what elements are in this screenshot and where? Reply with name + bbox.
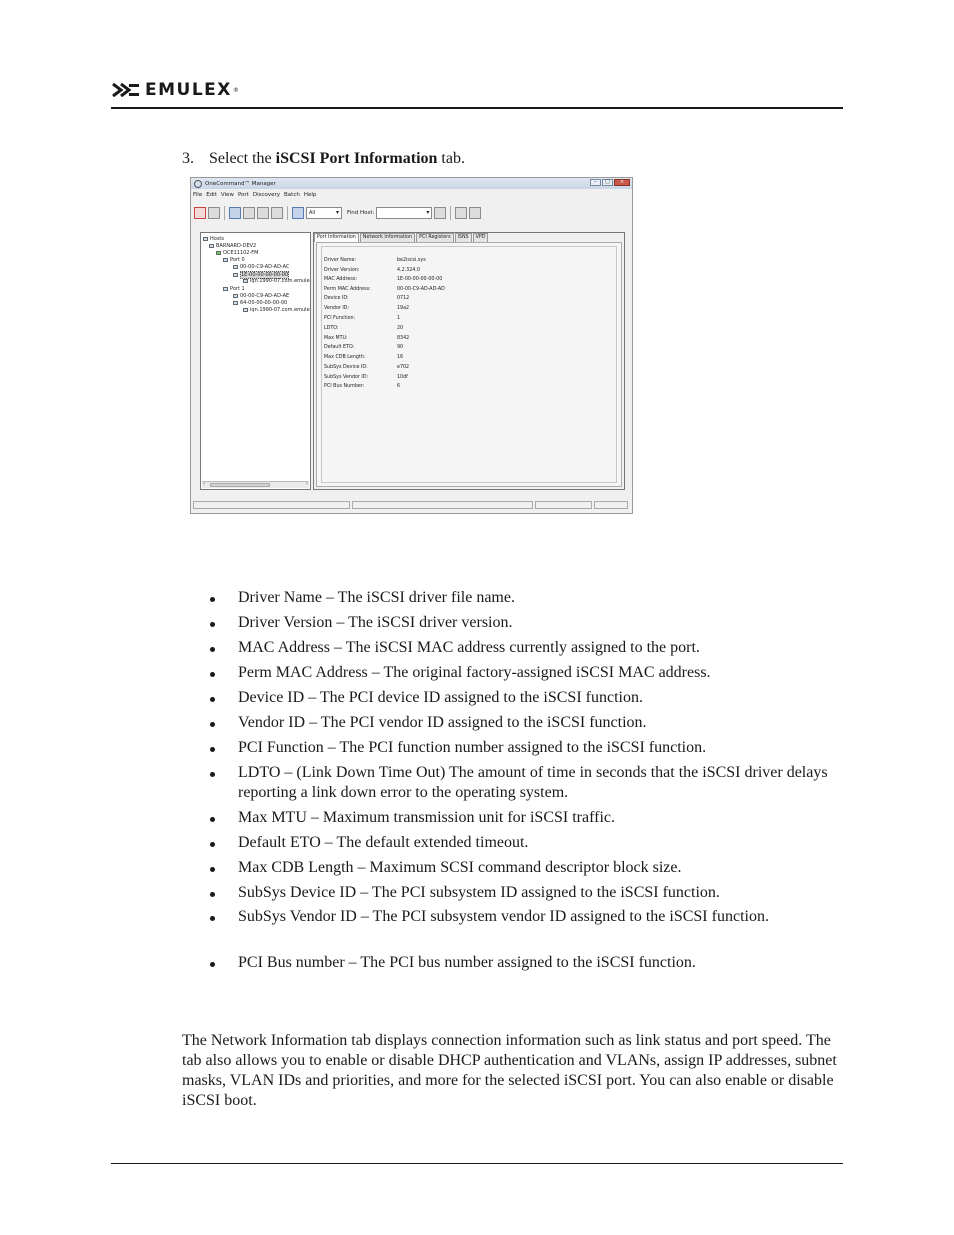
filter-select[interactable]: All ▾	[306, 207, 342, 219]
refresh-icon[interactable]	[194, 207, 206, 219]
tree-item-nic-function[interactable]: 00-00-C9-AD-AD-AC	[233, 264, 289, 270]
header-rule	[111, 107, 843, 109]
bullet-dot	[210, 697, 215, 702]
status-bar	[193, 501, 630, 511]
tree-item-target[interactable]: iqn.1990-07.com.emule	[243, 307, 310, 313]
filter-icon[interactable]	[292, 207, 304, 219]
host-tree-panel	[200, 232, 311, 490]
list-item: PCI Bus number – The PCI bus number assigned to the iSCSI function.	[238, 953, 838, 973]
scroll-left-icon: ‹	[203, 481, 205, 487]
list-item: Device ID – The PCI device ID assigned to the iSCSI function.	[238, 688, 838, 708]
tree-item-nic-function[interactable]: 00-00-C9-AD-AD-AE	[233, 293, 289, 299]
bullet-dot	[210, 842, 215, 847]
bullet-dot	[210, 867, 215, 872]
bullet-dot	[210, 722, 215, 727]
details-tabs	[314, 233, 489, 242]
menu-batch[interactable]: Batch	[284, 191, 300, 198]
vport-view-icon[interactable]	[257, 207, 269, 219]
brand-trademark: ®	[232, 86, 239, 94]
window-title: OneCommand™ Manager	[205, 180, 276, 187]
bullet-dot	[210, 647, 215, 652]
tab-vpd[interactable]: VPD	[473, 233, 489, 242]
tab-isns[interactable]: iSNS	[455, 233, 472, 242]
host-view-icon[interactable]	[229, 207, 241, 219]
bullet-dot	[210, 672, 215, 677]
status-cell	[193, 501, 350, 509]
tree-item-port0[interactable]: Port 0	[223, 257, 245, 263]
menu-view[interactable]: View	[220, 191, 234, 198]
step-text-before: Select the	[209, 150, 272, 167]
tree-item-iscsi-selected[interactable]: 1E-00-00-00-00-00	[233, 271, 289, 279]
tab-network-information[interactable]: Network Information	[360, 233, 415, 242]
step-instruction	[182, 149, 465, 169]
scroll-thumb	[210, 483, 270, 487]
toolbar-separator	[450, 206, 451, 220]
bullet-dot	[210, 747, 215, 752]
local-hba-icon[interactable]	[271, 207, 283, 219]
tree-item-port1[interactable]: Port 1	[223, 286, 245, 292]
find-host-input[interactable]	[376, 207, 432, 219]
tree-horizontal-scrollbar[interactable]	[202, 481, 309, 488]
toolbar-separator	[287, 206, 288, 220]
tree-item-hosts[interactable]: Hosts	[203, 236, 224, 242]
status-cell	[352, 501, 533, 509]
close-icon[interactable]: ×	[614, 179, 630, 186]
bullet-dot	[210, 622, 215, 627]
menu-file[interactable]: File	[193, 191, 203, 198]
list-item: Max CDB Length – Maximum SCSI command descriptor block size.	[238, 858, 838, 878]
scroll-right-icon: ›	[306, 481, 308, 487]
status-cell	[594, 501, 628, 509]
options-icon[interactable]	[455, 207, 467, 219]
tree-item-target[interactable]: iqn.1990-07.com.emule	[243, 278, 310, 284]
list-item: MAC Address – The iSCSI MAC address currently assigned to the port.	[238, 638, 838, 658]
brand-name: EMULEX	[145, 80, 232, 100]
toolbar-separator	[224, 206, 225, 220]
list-item: SubSys Vendor ID – The PCI subsystem vendor ID assigned to the iSCSI function.	[238, 907, 798, 927]
step-text-after: tab.	[441, 150, 465, 167]
help-icon[interactable]	[469, 207, 481, 219]
list-item: Driver Version – The iSCSI driver version.	[238, 613, 838, 633]
list-item: Driver Name – The iSCSI driver file name.	[238, 588, 838, 608]
list-item: Perm MAC Address – The original factory-assigned iSCSI MAC address.	[238, 663, 838, 683]
maximize-icon[interactable]: □	[602, 179, 613, 186]
tree-item-host[interactable]: BARNARD-DEV2	[209, 243, 256, 249]
network-information-paragraph: The Network Information tab displays connection information such as link status and port speed. The tab also allows you to enable or disable DHCP authentication and VLANs, assign IP addresses, subnet masks, VLAN IDs and priorities, and more for the selected iSCSI port. You can also enable or disable iSCSI boot.	[182, 1032, 837, 1109]
fabric-view-icon[interactable]	[243, 207, 255, 219]
bullet-dot	[210, 916, 215, 921]
bullet-dot	[210, 597, 215, 602]
minimize-icon[interactable]: –	[590, 179, 601, 186]
tree-item-iscsi-function[interactable]: 64-00-00-00-00-00	[233, 300, 287, 306]
discover-icon[interactable]	[208, 207, 220, 219]
step-number: 3.	[182, 150, 194, 167]
emulex-logo-mark-icon	[111, 80, 141, 100]
list-item: LDTO – (Link Down Time Out) The amount of time in seconds that the iSCSI driver delays reporting a link down error to the operating system.	[238, 763, 830, 803]
app-icon	[194, 180, 202, 188]
bullet-dot	[210, 817, 215, 822]
status-cell	[535, 501, 593, 509]
menu-edit[interactable]: Edit	[206, 191, 217, 198]
list-item: Vendor ID – The PCI vendor ID assigned to the iSCSI function.	[238, 713, 838, 733]
menu-bar	[191, 190, 316, 199]
menu-port[interactable]: Port	[237, 191, 249, 198]
find-host-label: Find Host:	[347, 210, 375, 216]
list-item: Max MTU – Maximum transmission unit for iSCSI traffic.	[238, 808, 838, 828]
list-item: Default ETO – The default extended timeout.	[238, 833, 838, 853]
window-titlebar	[191, 178, 632, 189]
toolbar	[191, 202, 632, 224]
tab-port-information[interactable]: Port Information	[314, 233, 359, 242]
menu-discovery[interactable]: Discovery	[252, 191, 281, 198]
find-icon[interactable]	[434, 207, 446, 219]
emulex-logo	[111, 80, 239, 100]
bullet-dot	[210, 962, 215, 967]
menu-help[interactable]: Help	[303, 191, 317, 198]
list-item: SubSys Device ID – The PCI subsystem ID assigned to the iSCSI function.	[238, 883, 838, 903]
footer-rule	[111, 1163, 843, 1164]
tab-pci-registers[interactable]: PCI Registers	[416, 233, 453, 242]
list-item: PCI Function – The PCI function number assigned to the iSCSI function.	[238, 738, 838, 758]
step-tab-name: iSCSI Port Information	[275, 150, 438, 167]
bullet-dot	[210, 772, 215, 777]
bullet-dot	[210, 892, 215, 897]
tree-item-adapter[interactable]: OCE11102-FM	[216, 250, 259, 256]
onecommand-window-screenshot: OneCommand™ Manager – □ × File Edit View Port Discovery Batch Help All ▾ Find Host: ▾ Hosts BARNARD-DEV2 OCE11102-FM Port 0 00-00-C9-AD-AD-AC 1E-00-00-00-00-00 iqn.1990-07.com.emule Port 1 00-00-C9-AD-AD-AE 64-00-00-00-00-00 iqn.1990-07.com.emule ‹ › Port Information Network Information PCI Registers iSNS VPD Driver Name: be2iscsi.sys Driver Version: 4.2.324.0 MAC Address: 1E-00-00-00-00-00 Perm MAC Address: 00-00-C9-AD-AD-AD Device ID: 0712 Vendor ID: 19a2 PCI Function: 1 LDTO: 20 Max MTU: 8342 Default ETO: 90 Max CDB Length: 16 SubSys Device ID: e702 SubSys Vendor ID: 10df PCI Bus Number: 6	[190, 177, 633, 514]
